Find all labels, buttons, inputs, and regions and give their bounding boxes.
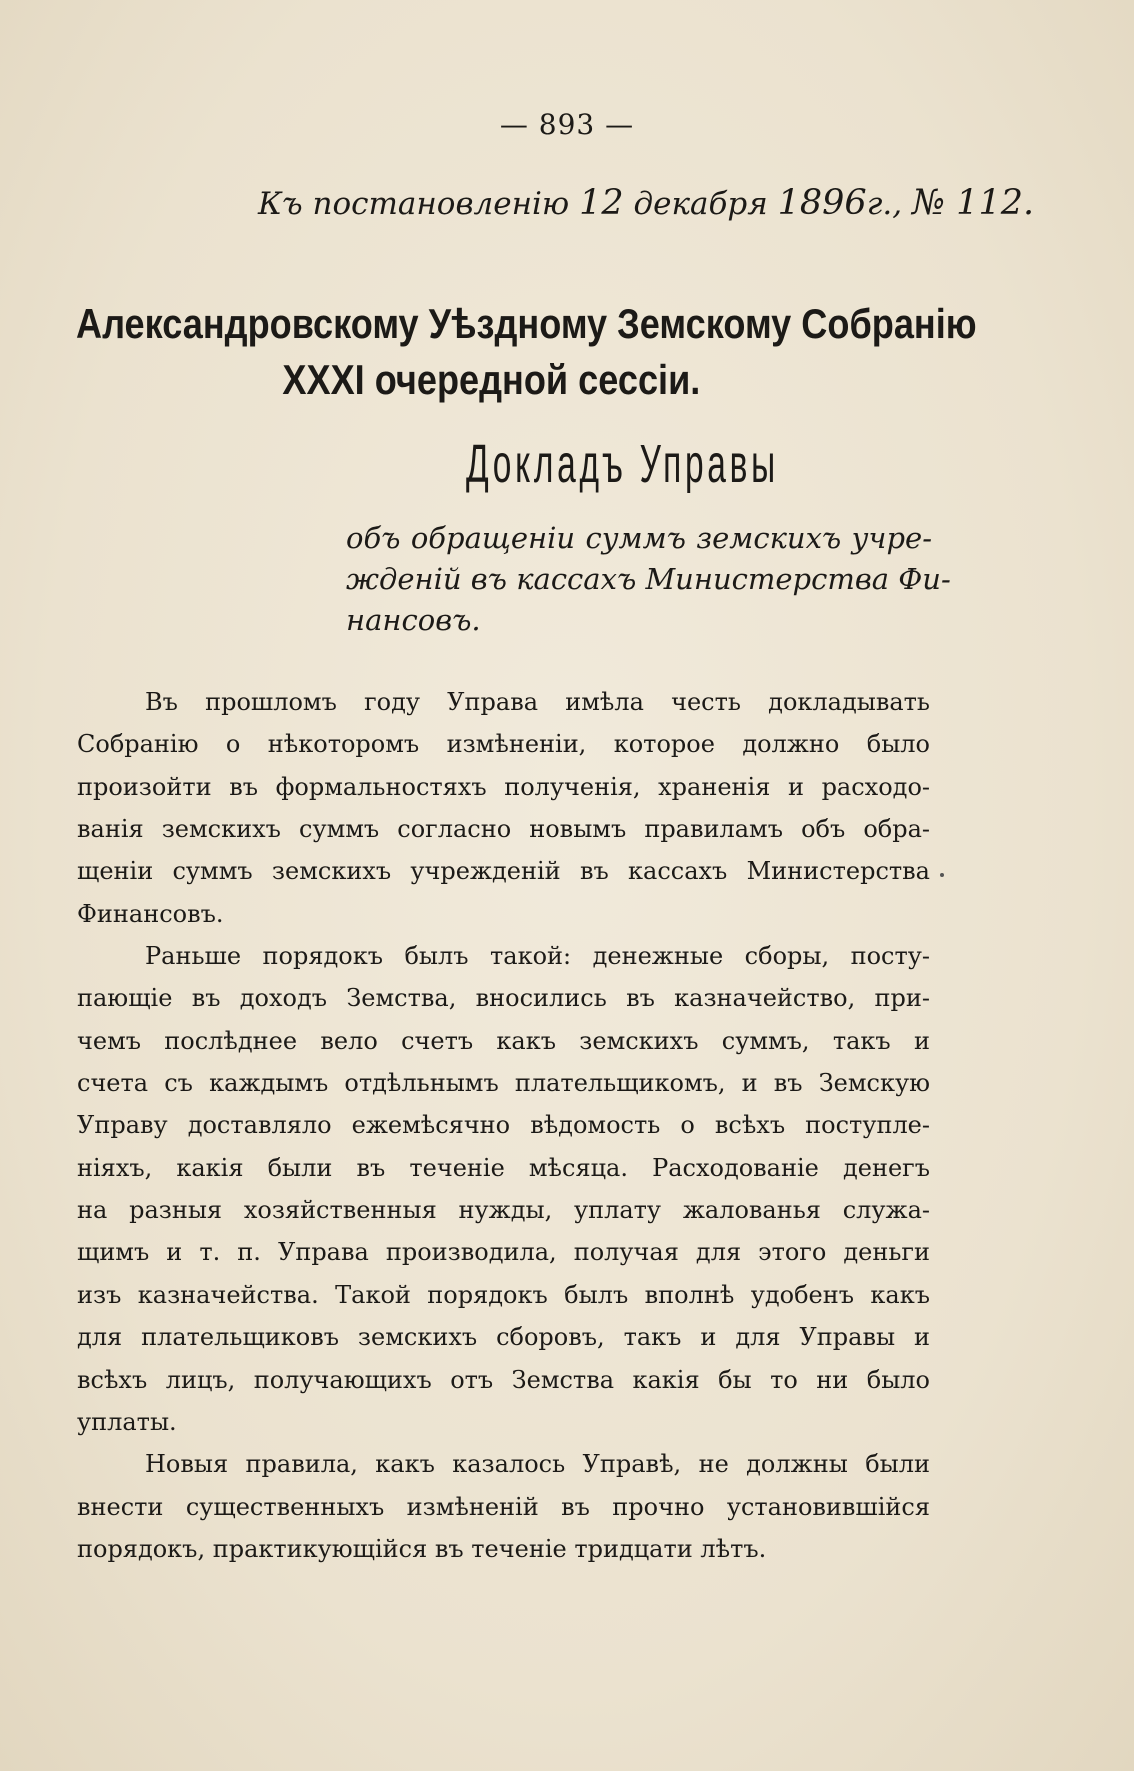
resolution-month: декабря — [633, 186, 768, 222]
resolution-year: 1896 — [777, 183, 867, 223]
assembly-title — [76, 296, 977, 408]
paragraph-line: пающіе въ доходъ Земства, вносились въ казначейство, при- — [77, 984, 930, 1013]
paragraph-line: чемъ послѣднее вело счетъ какъ земскихъ суммъ, такъ и — [77, 1026, 930, 1055]
assembly-title-line-1: Александровскому Уѣздному Земскому Собранію — [76, 300, 977, 347]
paragraph-line: для плательщиковъ земскихъ сборовъ, такъ и для Управы и — [77, 1323, 930, 1352]
report-subject-line: жденій въ кассахъ Министерства Фи- — [346, 562, 951, 596]
resolution-year-suffix: г., — [866, 186, 903, 222]
page-number: — 893 — — [499, 108, 635, 141]
paragraph-line: изъ казначейства. Такой порядокъ былъ вполнѣ удобенъ какъ — [77, 1280, 930, 1309]
ink-speck — [940, 873, 944, 877]
paragraph-line: ніяхъ, какія были въ теченіе мѣсяца. Расходованіе денегъ — [77, 1153, 930, 1182]
paragraph-line: уплаты. — [77, 1407, 177, 1436]
resolution-number: № 112. — [911, 183, 1035, 223]
report-subject — [346, 518, 951, 641]
paragraph-line: на разныя хозяйственныя нужды, уплату жалованья служа- — [77, 1196, 930, 1225]
paragraph-line: щеніи суммъ земскихъ учрежденій въ кассахъ Министерства — [77, 857, 930, 886]
resolution-prefix: Къ постановленію — [258, 186, 570, 222]
paragraph-line: произойти въ формальностяхъ полученія, храненія и расходо- — [77, 772, 930, 801]
paragraph-line: Собранію о нѣкоторомъ измѣненіи, которое должно было — [77, 730, 930, 759]
paragraph-line: щимъ и т. п. Управа производила, получая для этого деньги — [77, 1238, 930, 1267]
paragraph-line: счета съ каждымъ отдѣльнымъ плательщикомъ, и въ Земскую — [77, 1069, 930, 1098]
paragraph-line: Раньше порядокъ былъ такой: денежные сборы, посту- — [145, 942, 930, 971]
body-text — [77, 681, 930, 1570]
paragraph-line: Новыя правила, какъ казалось Управѣ, не должны были — [145, 1450, 930, 1479]
paragraph-line: Въ прошломъ году Управа имѣла честь докладывать — [145, 688, 930, 716]
report-subject-line: нансовъ. — [346, 603, 481, 637]
paragraph-line: Управу доставляло ежемѣсячно вѣдомость о всѣхъ поступле- — [77, 1111, 930, 1140]
paragraph-line: Финансовъ. — [77, 899, 224, 928]
paragraph-line: всѣхъ лицъ, получающихъ отъ Земства какія бы то ни было — [77, 1365, 930, 1394]
resolution-reference — [258, 183, 1035, 223]
paragraph-line: порядокъ, практикующійся въ теченіе тридцати лѣтъ. — [77, 1534, 767, 1563]
paragraph-line: внести существенныхъ измѣненій въ прочно установившійся — [77, 1492, 930, 1521]
report-title: Докладъ Управы — [466, 434, 779, 494]
paragraph-line: ванія земскихъ суммъ согласно новымъ правиламъ объ обра- — [77, 815, 930, 844]
resolution-day: 12 — [579, 183, 624, 223]
assembly-title-line-2: XXXI очередной сессіи. — [282, 356, 701, 403]
report-subject-line: объ обращеніи суммъ земскихъ учре- — [346, 521, 932, 555]
